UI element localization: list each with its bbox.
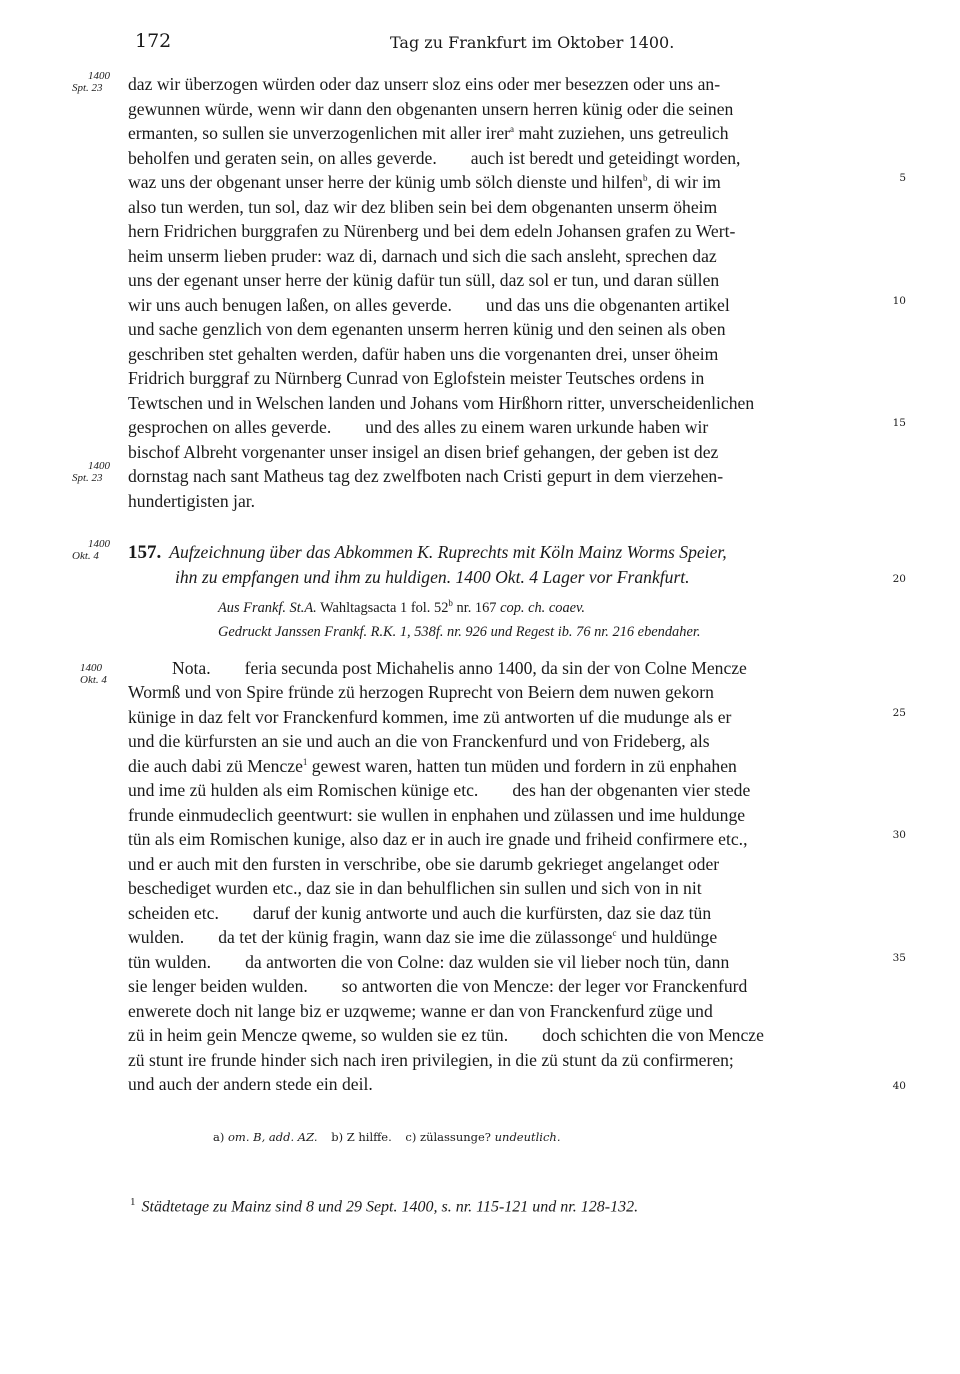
running-head: Tag zu Frankfurt im Oktober 1400. [390, 33, 675, 52]
text-line: hundertigisten jar. [128, 491, 256, 511]
text-line: dornstag nach sant Matheus tag dez zwelfboten nach Cristi gepurt in dem vierzehen- [128, 466, 724, 486]
text-line: gesprochen on alles geverde. und des alles zu einem waren urkunde haben wir 15 [128, 417, 906, 437]
text-line: heim unserm lieben pruder: waz di, darnach und sich die sach ansleht, sprechen daz [128, 246, 717, 266]
margin-date-3: 1400 Okt. 4 [72, 538, 110, 562]
text-line: sie lenger beiden wulden. so antworten die von Mencze: der leger vor Franckenfurd [128, 976, 748, 996]
margin-date-4: 1400 Okt. 4 [80, 662, 107, 686]
text-line: beschediget wurden etc., daz sie in dan behulflichen sin sullen und sich von in nit [128, 878, 702, 898]
text-line: ermanten, so sullen sie unverzogenlichen mit aller irer$^a$ maht zuziehen, uns getreulich [128, 123, 729, 143]
text-line: beholfen und geraten sein, on alles geverde. auch ist beredt und geteidingt worden, [128, 148, 741, 168]
text-line: daz wir überzogen würden oder daz unserr sloz eins oder mer besezzen oder uns an- [128, 74, 721, 94]
item-title-line-2: ihn zu empfangen und ihm zu huldigen. 1400 Okt. 4 Lager vor Frankfurt. 20 [175, 567, 906, 587]
text-line: hern Fridrichen burggrafen zu Nürenberg und bei dem edeln Johansen grafen zu Wert- [128, 221, 736, 241]
text-line: zü stunt ire frunde hinder sich nach iren privilegien, in die zü stunt da zü confirmeren; [128, 1050, 734, 1070]
text-line: und die kürfursten an sie und auch an die von Franckenfurd und von Frideberg, als [128, 731, 710, 751]
text-line: Wormß und von Spire fründe zü herzogen Ruprecht von Beiern dem nuwen gekorn [128, 682, 714, 702]
line-number: 20 [892, 573, 906, 585]
text-line: wulden. da tet der künig fragin, wann daz sie ime die zülassonge$^c$ und huldünge [128, 927, 718, 947]
item-title-line-1: 157. Aufzeichnung über das Abkommen K. Ruprechts mit Köln Mainz Worms Speier, [128, 542, 727, 563]
item-number: 157. [128, 542, 162, 563]
text-line: uns der egenant unser herre der künig dafür tun süll, daz sol er tun, und daran süllen [128, 270, 720, 290]
text-line: und er auch mit den fursten in verschribe, obe sie darumb gekrieget angelanget oder [128, 854, 720, 874]
text-line: die auch dabi zü Mencze$^1$ gewest waren, hatten tun müden und fordern in zü enphahen [128, 756, 737, 776]
footnote-1: $^1$ Städtetage zu Mainz sind 8 und 29 Sept. 1400, s. nr. 115-121 und nr. 128-132. [130, 1196, 639, 1216]
footnote-ref-c: c [612, 928, 617, 939]
apparatus-footnotes: a) om. B, add. AZ. b) Z hilffe. c) zülassunge? undeutlich. [213, 1130, 561, 1144]
line-number: 40 [892, 1080, 906, 1092]
text-line: und ime zü hulden als eim Romischen künige etc. des han der obgenanten vier stede [128, 780, 751, 800]
text-line: künige in daz felt vor Franckenfurd kommen, ime zü antworten uf die mudunge als er 25 [128, 707, 906, 727]
footnote-ref-b: b [642, 173, 648, 184]
text-line: zü in heim gein Mencze qweme, so wulden sie ez tün. doch schichten die von Mencze [128, 1025, 764, 1045]
text-line: tün wulden. da antworten die von Colne: daz wulden sie vil lieber noch tün, dann 35 [128, 952, 906, 972]
source-line-2: Gedruckt Janssen Frankf. R.K. 1, 538f. nr. 926 und Regest ib. 76 nr. 216 ebendaher. [218, 624, 701, 640]
page-number: 172 [135, 30, 172, 52]
text-line: Fridrich burggraf zu Nürnberg Cunrad von Eglofstein meister Teutsches ordens in [128, 368, 705, 388]
line-number: 10 [892, 295, 906, 307]
text-line: frunde einmudeclich geentwurt: sie wullen in enphahen und zülassen und ime huldunge [128, 805, 746, 825]
text-line: geschriben stet gehalten werden, dafür haben uns die vorgenanten drei, unser öheim [128, 344, 719, 364]
line-number: 5 [899, 172, 906, 184]
line-number: 15 [892, 417, 906, 429]
text-line: waz uns der obgenant unser herre der künig umb sölch dienste und hilfen$^b$, di wir im 5 [128, 172, 906, 192]
text-line: gewunnen würde, wenn wir dann den obgenanten unsern herren künig oder die seinen [128, 99, 734, 119]
margin-date-1: 1400 Spt. 23 [72, 70, 110, 94]
line-number: 35 [892, 952, 906, 964]
text-line: scheiden etc. daruf der kunig antworte und auch die kurfürsten, daz sie daz tün [128, 903, 712, 923]
footnote-ref-a: a [510, 124, 515, 135]
text-line: enwerete doch nit lange biz er uzqweme; wanne er dan von Franckenfurd züge und [128, 1001, 713, 1021]
text-line: tün als eim Romischen kunige, also daz er in auch ire gnade und friheid confirmere etc., 30 [128, 829, 906, 849]
text-line: bischof Albreht vorgenanter unser insigel an disen brief gehangen, der geben ist dez [128, 442, 719, 462]
text-line: Nota. feria secunda post Michahelis anno 1400, da sin der von Colne Mencze [172, 658, 747, 678]
line-number: 30 [892, 829, 906, 841]
text-line: und auch der andern stede ein deil. 40 [128, 1074, 906, 1094]
text-line: Tewtschen und in Welschen landen und Johans vom Hirßhorn ritter, unverscheidenlichen [128, 393, 755, 413]
margin-date-2: 1400 Spt. 23 [72, 460, 110, 484]
text-line: und sache genzlich von dem egenanten unserm herren künig und den seinen als oben [128, 319, 726, 339]
footnote-ref-1: 1 [302, 757, 308, 768]
text-line: wir uns auch benugen laßen, on alles geverde. und das uns die obgenanten artikel 10 [128, 295, 906, 315]
source-line-1: Aus Frankf. St.A. Wahltagsacta 1 fol. 52$^b$ nr. 167 cop. ch. coaev. [218, 598, 585, 616]
text-line: also tun werden, tun sol, daz wir dez bliben sein bei dem obgenanten unserm öheim [128, 197, 718, 217]
line-number: 25 [892, 707, 906, 719]
